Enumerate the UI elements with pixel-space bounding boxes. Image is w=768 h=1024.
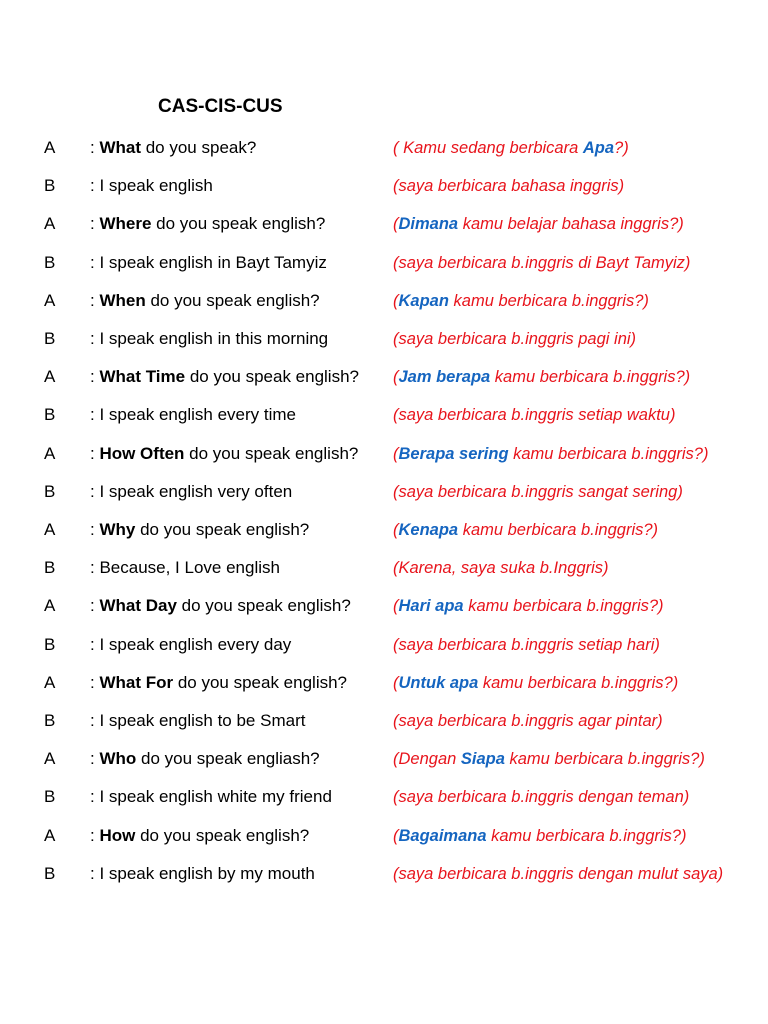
- english-kw: Where: [99, 214, 152, 234]
- english-sentence: [90, 291, 386, 311]
- english-sentence: [90, 367, 386, 387]
- english-sentence: [90, 749, 386, 769]
- translation-pre: (saya berbicara b.inggris pagi ini): [393, 330, 637, 348]
- translation-post: kamu berbicara b.inggris?): [448, 291, 649, 310]
- english-post: do you speak english?: [173, 672, 348, 692]
- translation-pre: (: [393, 521, 399, 539]
- dialogue-row: [0, 520, 768, 556]
- english-sentence: [90, 444, 386, 464]
- translation-pre: (Dengan: [393, 750, 461, 769]
- dialogue-row: [0, 329, 768, 365]
- english-kw: What Time: [99, 367, 186, 387]
- english-pre: : Because, I Love english: [90, 558, 280, 578]
- speaker-label: B: [44, 558, 56, 578]
- translation-post: kamu berbicara b.inggris?): [508, 444, 709, 463]
- indonesian-translation: [393, 709, 753, 733]
- translation-kw: Bagaimana: [398, 826, 487, 845]
- indonesian-translation: [393, 403, 753, 427]
- english-post: do you speak?: [141, 138, 257, 157]
- english-sentence: [90, 787, 386, 807]
- english-pre: :: [90, 138, 100, 157]
- english-sentence: [90, 635, 386, 655]
- english-sentence: [90, 482, 386, 502]
- speaker-label: B: [44, 711, 56, 730]
- speaker-label: B: [44, 787, 56, 807]
- translation-pre: (saya berbicara b.inggris setiap waktu): [393, 406, 676, 425]
- english-sentence: [90, 405, 386, 425]
- translation-pre: ( Kamu sedang berbicara: [393, 139, 583, 157]
- english-sentence: [90, 520, 386, 540]
- dialogue-row: [0, 444, 768, 480]
- indonesian-translation: [393, 442, 753, 466]
- translation-pre: (saya berbicara b.inggris dengan teman): [393, 788, 690, 807]
- english-post: do you speak english?: [185, 367, 359, 387]
- dialogue-row: [0, 291, 768, 327]
- english-pre: :: [90, 596, 100, 616]
- indonesian-translation: [393, 518, 753, 542]
- english-pre: : I speak english in Bayt Tamyiz: [90, 252, 327, 272]
- speaker-label: A: [44, 138, 56, 157]
- english-kw: What For: [99, 672, 174, 692]
- indonesian-translation: [393, 785, 753, 809]
- english-post: do you speak english?: [145, 290, 320, 310]
- translation-post: kamu berbicara b.inggris?): [478, 673, 679, 692]
- translation-kw: Untuk apa: [398, 673, 479, 692]
- english-pre: :: [90, 290, 100, 310]
- english-post: do you speak english?: [151, 214, 326, 234]
- indonesian-translation: [393, 480, 753, 504]
- english-post: do you speak english?: [135, 825, 310, 845]
- translation-post: kamu berbicara b.inggris?): [463, 597, 664, 616]
- translation-pre: (: [393, 673, 399, 692]
- english-sentence: [90, 711, 386, 731]
- translation-pre: (saya berbicara b.inggris sangat sering): [393, 482, 683, 501]
- dialogue-row: [0, 596, 768, 632]
- speaker-label: A: [44, 290, 56, 310]
- english-sentence: [90, 596, 386, 616]
- english-pre: : I speak english very often: [90, 481, 293, 501]
- dialogue-row: [0, 673, 768, 709]
- english-kw: How Often: [99, 443, 185, 463]
- speaker-label: A: [44, 443, 56, 463]
- english-sentence: [90, 138, 386, 158]
- translation-kw: Jam berapa: [398, 368, 491, 387]
- dialogue-row: [0, 864, 768, 900]
- dialogue-row: [0, 176, 768, 212]
- translation-pre: (saya berbicara b.inggris setiap hari): [393, 635, 660, 654]
- english-sentence: [90, 673, 386, 693]
- translation-pre: (: [393, 826, 399, 845]
- translation-pre: (saya berbicara b.inggris dengan mulut saya): [393, 864, 724, 883]
- translation-kw: Siapa: [460, 750, 505, 769]
- english-post: do you speak engliash?: [136, 749, 320, 769]
- dialogue-row: [0, 826, 768, 862]
- indonesian-translation: [393, 289, 753, 313]
- translation-pre: (saya berbicara b.inggris di Bayt Tamyiz): [393, 253, 691, 272]
- indonesian-translation: [393, 671, 753, 695]
- indonesian-translation: [393, 327, 753, 351]
- translation-post: kamu berbicara b.inggris?): [458, 521, 659, 539]
- english-sentence: [90, 558, 386, 578]
- dialogue-row: [0, 711, 768, 747]
- english-sentence: [90, 176, 386, 196]
- translation-kw: Dimana: [398, 215, 459, 234]
- english-pre: :: [90, 672, 100, 692]
- speaker-label: B: [44, 634, 56, 654]
- english-sentence: [90, 329, 386, 349]
- english-pre: :: [90, 367, 100, 387]
- dialogue-row: [0, 749, 768, 785]
- english-post: do you speak english?: [135, 520, 310, 539]
- english-sentence: [90, 864, 386, 884]
- dialogue-row: [0, 405, 768, 441]
- english-pre: : I speak english every time: [90, 405, 296, 425]
- english-post: do you speak english?: [176, 596, 351, 616]
- indonesian-translation: [393, 174, 753, 198]
- english-kw: What: [99, 138, 141, 157]
- translation-kw: Hari apa: [398, 597, 464, 616]
- translation-pre: (: [393, 215, 399, 234]
- indonesian-translation: [393, 862, 753, 886]
- dialogue-row: [0, 558, 768, 594]
- speaker-label: B: [44, 405, 56, 425]
- dialogue-row: [0, 635, 768, 671]
- speaker-label: A: [44, 749, 56, 769]
- speaker-label: B: [44, 329, 56, 348]
- translation-kw: Apa: [582, 139, 615, 157]
- english-pre: : I speak english to be Smart: [90, 711, 306, 730]
- english-kw: How: [99, 825, 136, 845]
- speaker-label: B: [44, 252, 56, 272]
- english-pre: :: [90, 749, 100, 769]
- translation-kw: Kenapa: [398, 521, 459, 539]
- translation-post: ?): [614, 139, 629, 157]
- translation-pre: (: [393, 291, 399, 310]
- english-sentence: [90, 214, 386, 234]
- dialogue-row: [0, 214, 768, 250]
- speaker-label: A: [44, 596, 56, 616]
- dialogue-row: [0, 253, 768, 289]
- english-pre: : I speak english: [90, 176, 213, 196]
- translation-post: kamu berbicara b.inggris?): [490, 368, 691, 387]
- dialogue-row: [0, 138, 768, 174]
- english-pre: : I speak english by my mouth: [90, 863, 315, 883]
- english-sentence: [90, 253, 386, 273]
- translation-post: kamu berbicara b.inggris?): [486, 826, 687, 845]
- speaker-label: B: [44, 176, 56, 196]
- indonesian-translation: [393, 212, 753, 236]
- english-sentence: [90, 826, 386, 846]
- english-pre: :: [90, 214, 100, 234]
- translation-pre: (Karena, saya suka b.Inggris): [393, 559, 609, 578]
- indonesian-translation: [393, 633, 753, 657]
- indonesian-translation: [393, 556, 753, 580]
- speaker-label: A: [44, 825, 56, 845]
- english-pre: :: [90, 520, 100, 539]
- indonesian-translation: [393, 747, 753, 771]
- english-kw: Why: [99, 520, 136, 539]
- translation-kw: Kapan: [398, 291, 449, 310]
- page-title: CAS-CIS-CUS: [158, 96, 283, 117]
- translation-kw: Berapa sering: [398, 444, 509, 463]
- translation-pre: (: [393, 368, 399, 387]
- speaker-label: A: [44, 214, 56, 234]
- english-pre: : I speak english every day: [90, 634, 292, 654]
- translation-pre: (saya berbicara bahasa inggris): [393, 177, 625, 196]
- english-kw: Who: [99, 749, 137, 769]
- indonesian-translation: [393, 594, 753, 618]
- translation-post: kamu berbicara b.inggris?): [504, 750, 705, 769]
- translation-pre: (: [393, 597, 399, 616]
- indonesian-translation: [393, 824, 753, 848]
- speaker-label: B: [44, 481, 56, 501]
- indonesian-translation: [393, 136, 753, 160]
- english-kw: When: [99, 290, 146, 310]
- dialogue-row: [0, 367, 768, 403]
- indonesian-translation: [393, 251, 753, 275]
- english-pre: : I speak english white my friend: [90, 787, 332, 807]
- english-pre: : I speak english in this morning: [90, 329, 329, 348]
- dialogue-row: [0, 787, 768, 823]
- indonesian-translation: [393, 365, 753, 389]
- speaker-label: A: [44, 672, 56, 692]
- speaker-label: A: [44, 367, 56, 387]
- dialogue-row: [0, 482, 768, 518]
- speaker-label: B: [44, 863, 56, 883]
- english-pre: :: [90, 443, 100, 463]
- english-kw: What Day: [99, 596, 177, 616]
- translation-pre: (: [393, 444, 399, 463]
- english-post: do you speak english?: [184, 443, 359, 463]
- english-pre: :: [90, 825, 100, 845]
- translation-pre: (saya berbicara b.inggris agar pintar): [393, 712, 663, 730]
- translation-post: kamu belajar bahasa inggris?): [458, 215, 684, 234]
- speaker-label: A: [44, 520, 56, 539]
